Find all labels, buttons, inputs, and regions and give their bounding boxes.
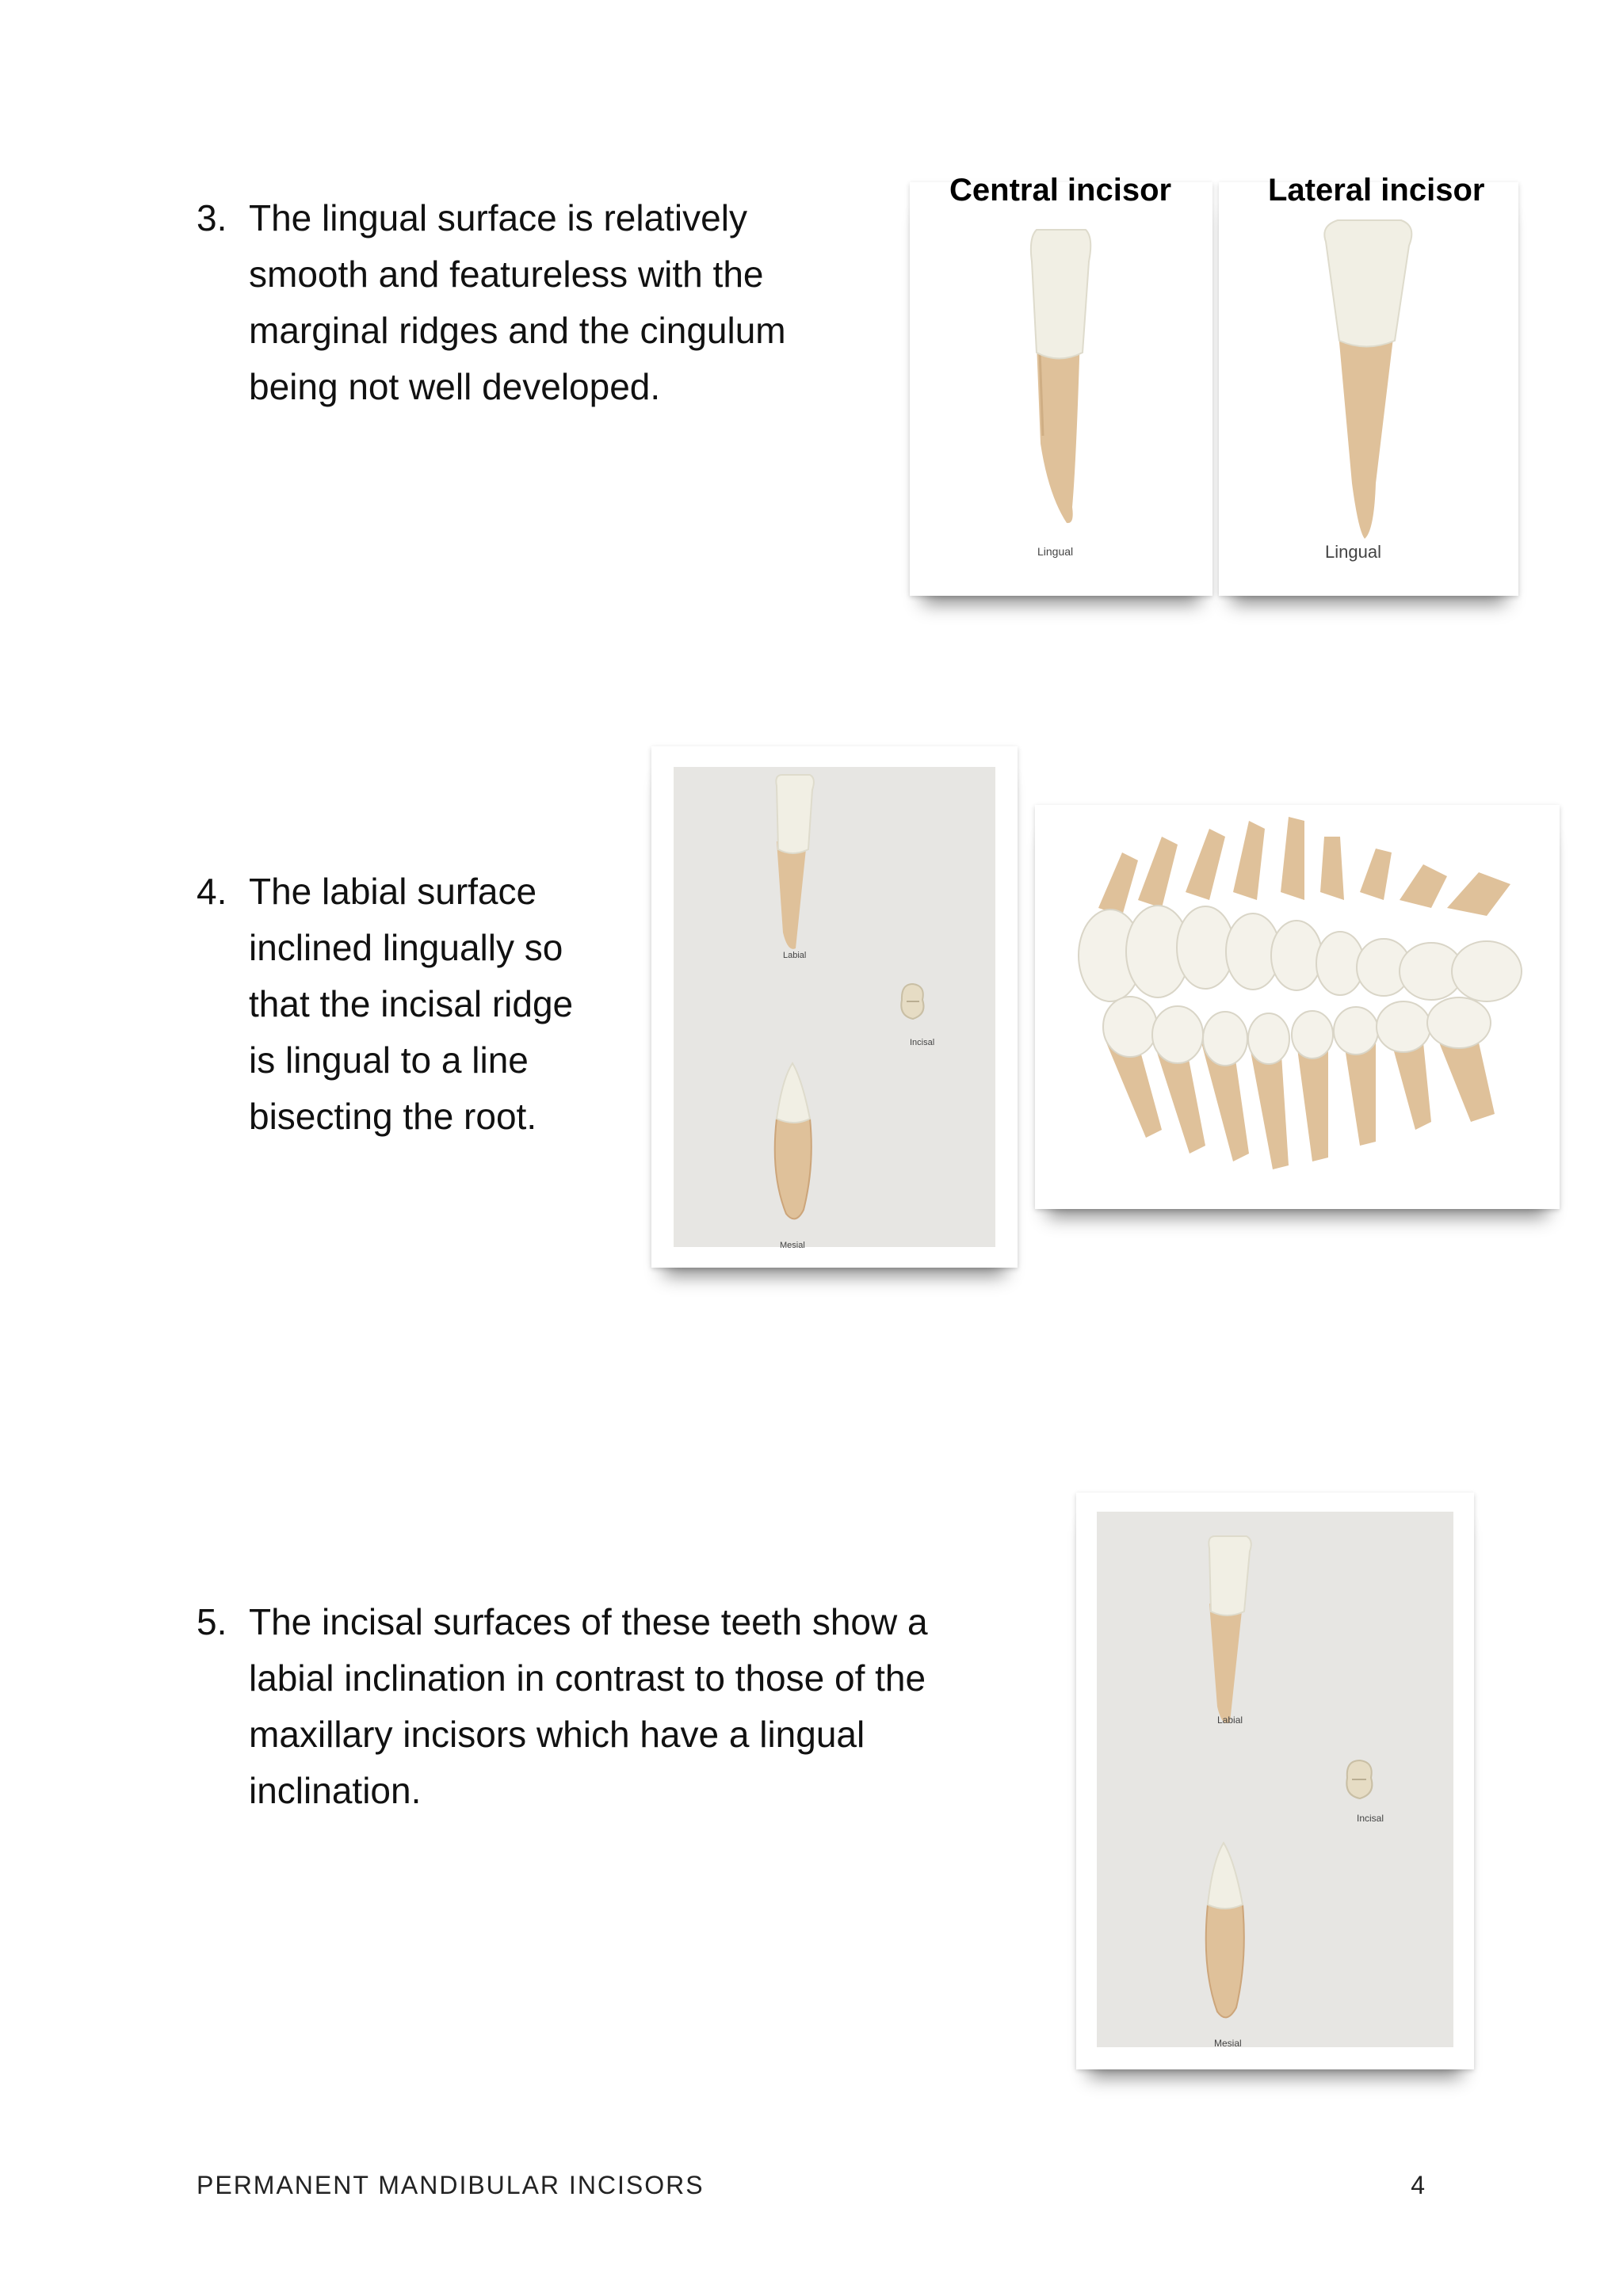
labial-label: Labial xyxy=(783,951,807,960)
incisor-views-illustration xyxy=(651,746,1018,1268)
lateral-incisor-title: Lateral incisor xyxy=(1268,173,1485,208)
incisor-inclination-photo xyxy=(1076,1493,1474,2069)
page-footer xyxy=(197,2171,1426,2200)
central-lingual-label: Lingual xyxy=(1037,545,1074,558)
lateral-incisor-photo xyxy=(1219,182,1518,596)
item-number: 4. xyxy=(197,871,227,912)
central-incisor-photo xyxy=(910,182,1212,596)
dentition-photo xyxy=(1035,805,1560,1209)
lateral-incisor-illustration xyxy=(1219,182,1518,596)
incisor-inclination-illustration xyxy=(1076,1493,1474,2069)
incisor-views-photo xyxy=(651,746,1018,1268)
dentition-illustration xyxy=(1035,805,1560,1209)
item-number: 5. xyxy=(197,1601,227,1642)
central-incisor-title: Central incisor xyxy=(949,173,1172,208)
central-incisor-illustration xyxy=(910,182,1212,596)
footer-title: PERMANENT MANDIBULAR INCISORS xyxy=(197,2171,705,2199)
page-number: 4 xyxy=(1411,2171,1426,2199)
mesial-label: Mesial xyxy=(1214,2038,1242,2049)
item-number: 3. xyxy=(197,197,227,238)
item-text: The incisal surfaces of these teeth show a labial inclination in contrast to those of the maxillary incisors which have a lingual inclination. xyxy=(249,1601,928,1811)
incisal-label: Incisal xyxy=(1357,1813,1384,1824)
lateral-lingual-label: Lingual xyxy=(1325,542,1381,562)
list-item-4 xyxy=(197,864,609,1145)
item-text: The lingual surface is relatively smooth and featureless with the marginal ridges and the cingulum being not well developed. xyxy=(249,197,786,407)
mesial-label: Mesial xyxy=(780,1241,805,1250)
list-item-3 xyxy=(197,190,846,415)
labial-label: Labial xyxy=(1217,1714,1243,1726)
item-text: The labial surface inclined lingually so that the incisal ridge is lingual to a line bisecting the root. xyxy=(249,871,574,1137)
incisal-label: Incisal xyxy=(910,1038,935,1047)
list-item-5 xyxy=(197,1594,989,1819)
